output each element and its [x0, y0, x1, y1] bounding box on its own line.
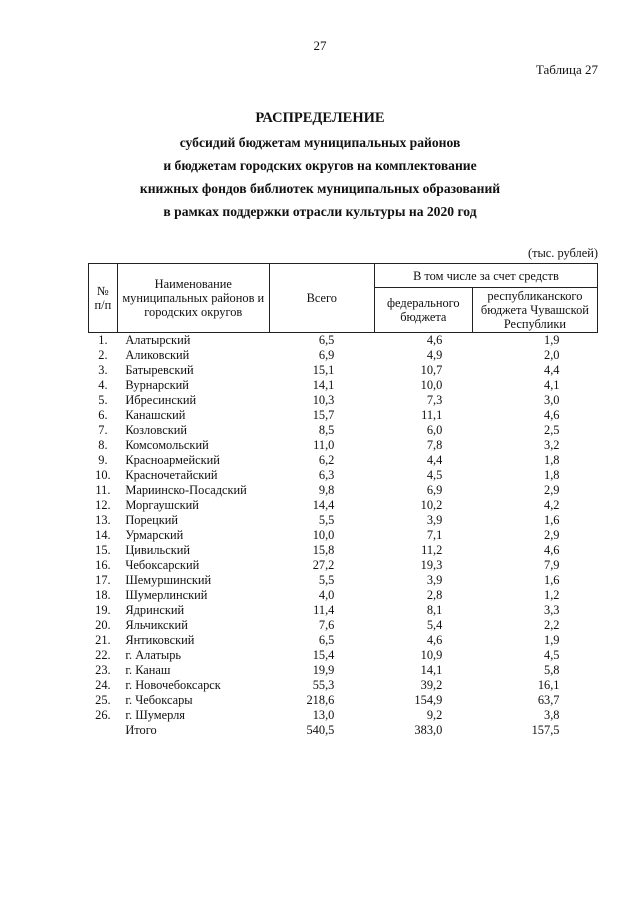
- row-number: 14.: [95, 528, 111, 542]
- total-district-name: Итого: [125, 723, 157, 737]
- federal-value: 39,2: [420, 678, 443, 692]
- total-value: 9,8: [318, 483, 335, 497]
- row-number: 13.: [95, 513, 111, 527]
- federal-value: 7,8: [426, 438, 443, 452]
- row-number: 16.: [95, 558, 111, 572]
- republic-value: 3,2: [544, 438, 560, 452]
- header-federal: федерального бюджета: [374, 288, 472, 333]
- republic-value: 63,7: [537, 693, 560, 707]
- title-line: книжных фондов библиотек муниципальных образований: [139, 181, 501, 196]
- republic-value: 4,6: [544, 543, 560, 557]
- republic-value: 4,5: [544, 648, 560, 662]
- federal-value: 10,2: [420, 498, 443, 512]
- row-number: 15.: [95, 543, 111, 557]
- table-row: [89, 438, 598, 453]
- row-number: 8.: [98, 438, 108, 452]
- district-name: Ибресинский: [125, 393, 197, 407]
- republic-value: 2,2: [544, 618, 560, 632]
- table-label: Таблица 27: [535, 62, 598, 77]
- table-row: [89, 663, 598, 678]
- district-name: Янтиковский: [125, 633, 195, 647]
- total-value: 218,6: [306, 693, 335, 707]
- row-number: 2.: [98, 348, 108, 362]
- units-label: (тыс. рублей): [527, 246, 598, 260]
- row-number: 3.: [98, 363, 108, 377]
- republic-value: 1,8: [544, 468, 560, 482]
- district-name: Комсомольский: [125, 438, 209, 452]
- federal-value: 10,0: [420, 378, 443, 392]
- row-number: 4.: [98, 378, 108, 392]
- republic-value: 2,5: [544, 423, 560, 437]
- header-name: Наименование муниципальных районов и городских округов: [117, 264, 269, 333]
- row-number: 1.: [98, 333, 108, 347]
- republic-value: 1,9: [544, 333, 560, 347]
- total-row: [89, 723, 598, 738]
- district-name: Цивильский: [125, 543, 190, 557]
- row-number: 20.: [95, 618, 111, 632]
- federal-value: 4,6: [426, 333, 443, 347]
- republic-value: 1,9: [544, 633, 560, 647]
- row-number: 21.: [95, 633, 111, 647]
- total-value: 55,3: [312, 678, 335, 692]
- federal-value: 4,9: [426, 348, 443, 362]
- republic-value: 2,9: [544, 483, 560, 497]
- federal-value: 14,1: [420, 663, 443, 677]
- table-row: [89, 708, 598, 723]
- row-number: 24.: [95, 678, 111, 692]
- republic-value: 4,4: [544, 363, 560, 377]
- table-row: [89, 648, 598, 663]
- row-number: 25.: [95, 693, 111, 707]
- total-value: 13,0: [312, 708, 335, 722]
- republic-value: 4,1: [544, 378, 560, 392]
- federal-value: 7,3: [426, 393, 443, 407]
- district-name: Чебоксарский: [125, 558, 200, 572]
- table-row: [89, 543, 598, 558]
- row-number: 5.: [98, 393, 108, 407]
- total-value: 6,5: [318, 633, 335, 647]
- federal-value: 3,9: [426, 513, 443, 527]
- federal-value: 2,8: [426, 588, 443, 602]
- table-row: [89, 333, 598, 349]
- republic-value: 1,6: [544, 513, 560, 527]
- total-value: 6,9: [318, 348, 335, 362]
- header-including: В том числе за счет средств: [374, 264, 597, 288]
- title-line: субсидий бюджетам муниципальных районов: [179, 135, 461, 150]
- total-value: 5,5: [318, 573, 335, 587]
- federal-value: 5,4: [426, 618, 443, 632]
- total-value: 15,8: [312, 543, 335, 557]
- table-row: [89, 483, 598, 498]
- republic-value: 2,9: [544, 528, 560, 542]
- total-total-value: 540,5: [306, 723, 335, 737]
- row-number: 11.: [95, 483, 111, 497]
- row-number: 17.: [95, 573, 111, 587]
- federal-value: 9,2: [426, 708, 443, 722]
- district-name: Козловский: [125, 423, 187, 437]
- total-federal-value: 383,0: [414, 723, 443, 737]
- federal-value: 7,1: [426, 528, 443, 542]
- row-number: 22.: [95, 648, 111, 662]
- table-row: [89, 588, 598, 603]
- total-value: 15,1: [312, 363, 335, 377]
- table-row: [89, 678, 598, 693]
- total-value: 5,5: [318, 513, 335, 527]
- row-number: 9.: [98, 453, 108, 467]
- table-row: [89, 603, 598, 618]
- total-value: 10,3: [312, 393, 335, 407]
- table-row: [89, 378, 598, 393]
- total-value: 27,2: [312, 558, 335, 572]
- total-value: 6,5: [318, 333, 335, 347]
- table-row: [89, 693, 598, 708]
- table-row: [89, 633, 598, 648]
- header-number: № п/п: [89, 264, 118, 333]
- district-name: Урмарский: [125, 528, 184, 542]
- table-row: [89, 348, 598, 363]
- federal-value: 6,9: [426, 483, 443, 497]
- table-body: [89, 333, 598, 739]
- page-number: 27: [313, 38, 327, 53]
- total-value: 8,5: [318, 423, 335, 437]
- district-name: г. Шумерля: [125, 708, 185, 722]
- federal-value: 10,7: [420, 363, 443, 377]
- district-name: Мариинско-Посадский: [125, 483, 247, 497]
- republic-value: 4,6: [544, 408, 560, 422]
- total-value: 4,0: [318, 588, 335, 602]
- row-number: 19.: [95, 603, 111, 617]
- distribution-table: [88, 263, 598, 738]
- republic-value: 4,2: [544, 498, 560, 512]
- table-row: [89, 468, 598, 483]
- table-row: [89, 528, 598, 543]
- district-name: Красноармейский: [125, 453, 220, 467]
- federal-value: 4,4: [426, 453, 443, 467]
- republic-value: 3,8: [544, 708, 560, 722]
- federal-value: 6,0: [426, 423, 443, 437]
- federal-value: 4,6: [426, 633, 443, 647]
- district-name: Шумерлинский: [125, 588, 208, 602]
- district-name: Алатырский: [125, 333, 191, 347]
- title-main: РАСПРЕДЕЛЕНИЕ: [255, 110, 385, 126]
- table-row: [89, 363, 598, 378]
- total-value: 14,1: [312, 378, 335, 392]
- row-number: 12.: [95, 498, 111, 512]
- total-value: 6,3: [318, 468, 335, 482]
- table-row: [89, 618, 598, 633]
- total-value: 10,0: [312, 528, 335, 542]
- table-row: [89, 408, 598, 423]
- district-name: Батыревский: [125, 363, 194, 377]
- total-value: 15,7: [312, 408, 335, 422]
- federal-value: 154,9: [414, 693, 443, 707]
- republic-value: 1,8: [544, 453, 560, 467]
- republic-value: 1,2: [544, 588, 560, 602]
- row-number: 7.: [98, 423, 108, 437]
- federal-value: 10,9: [420, 648, 443, 662]
- republic-value: 5,8: [544, 663, 560, 677]
- total-value: 6,2: [318, 453, 335, 467]
- district-name: Шемуршинский: [125, 573, 212, 587]
- federal-value: 11,2: [421, 543, 443, 557]
- table-row: [89, 498, 598, 513]
- title-line: и бюджетам городских округов на комплектование: [163, 158, 477, 173]
- row-number: 26.: [95, 708, 111, 722]
- district-name: г. Алатырь: [125, 648, 182, 662]
- federal-value: 11,1: [421, 408, 443, 422]
- district-name: Вурнарский: [125, 378, 189, 392]
- total-value: 19,9: [312, 663, 335, 677]
- district-name: Канашский: [125, 408, 186, 422]
- table-header: [89, 264, 598, 333]
- table-row: [89, 393, 598, 408]
- table-row: [89, 513, 598, 528]
- row-number: 10.: [95, 468, 111, 482]
- federal-value: 4,5: [426, 468, 443, 482]
- header-republic: республиканского бюджета Чувашской Республики: [472, 288, 597, 333]
- total-value: 7,6: [318, 618, 335, 632]
- republic-value: 16,1: [537, 678, 560, 692]
- total-row-number: [89, 723, 118, 738]
- header-total: Всего: [269, 264, 374, 333]
- total-value: 15,4: [312, 648, 335, 662]
- title-line: в рамках поддержки отрасли культуры на 2020 год: [163, 204, 477, 219]
- district-name: г. Новочебоксарск: [125, 678, 221, 692]
- republic-value: 1,6: [544, 573, 560, 587]
- document-title: [0, 110, 640, 223]
- table-row: [89, 453, 598, 468]
- republic-value: 3,3: [544, 603, 560, 617]
- district-name: г. Канаш: [125, 663, 171, 677]
- district-name: Красночетайский: [125, 468, 218, 482]
- table-row: [89, 573, 598, 588]
- federal-value: 8,1: [426, 603, 443, 617]
- total-value: 14,4: [312, 498, 335, 512]
- total-value: 11,0: [313, 438, 335, 452]
- district-name: г. Чебоксары: [125, 693, 193, 707]
- federal-value: 19,3: [420, 558, 443, 572]
- republic-value: 2,0: [544, 348, 560, 362]
- district-name: Ядринский: [125, 603, 185, 617]
- district-name: Порецкий: [125, 513, 179, 527]
- republic-value: 7,9: [544, 558, 560, 572]
- federal-value: 3,9: [426, 573, 443, 587]
- total-value: 11,4: [313, 603, 335, 617]
- district-name: Яльчикский: [125, 618, 188, 632]
- republic-value: 3,0: [544, 393, 560, 407]
- district-name: Аликовский: [125, 348, 190, 362]
- row-number: 6.: [98, 408, 108, 422]
- row-number: 18.: [95, 588, 111, 602]
- table-row: [89, 423, 598, 438]
- table-row: [89, 558, 598, 573]
- district-name: Моргаушский: [125, 498, 199, 512]
- row-number: 23.: [95, 663, 111, 677]
- total-republic-value: 157,5: [531, 723, 560, 737]
